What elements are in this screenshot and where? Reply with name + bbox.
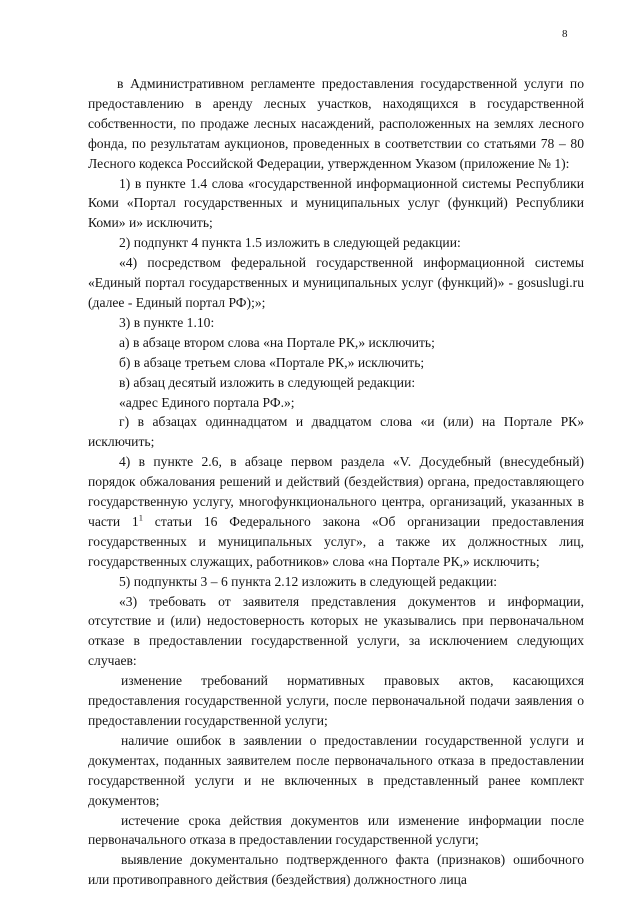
paragraph-item-3v: в) абзац десятый изложить в следующей редакции: <box>119 374 416 390</box>
paragraph-item-4-text-before: 4) в пункте 2.6, в абзаце первом раздела «V. Досудебный (внесудебный) порядок обжалования решений и действий (бездействия) органа, предоставляющего государственную услугу, многофункционального центра, организаций, указанных в части 1 <box>88 454 584 529</box>
paragraph-case-3: истечение срока действия документов или изменение информации после первоначального отказа в предоставлении государственной услуги; <box>88 812 584 848</box>
paragraph-case-1: изменение требований нормативных правовых актов, касающихся предоставления государственной услуги, после первоначальной подачи заявления о предоставлении государственной услуги; <box>88 673 584 728</box>
paragraph-case-4: выявление документально подтвержденного факта (признаков) ошибочного или противоправного действия (бездействия) должностного лица <box>88 852 584 888</box>
paragraph-item-4-text-after: статьи 16 Федерального закона «Об организации предоставления государственных и муниципальных услуг», а также их должностных лиц, государственных служащих, работников» слова «на Портале РК,» исключить; <box>88 513 584 569</box>
paragraph-item-3v-text: «адрес Единого портала РФ.»; <box>119 394 295 410</box>
paragraph-item-3b: б) в абзаце третьем слова «Портале РК,» исключить; <box>119 354 425 370</box>
paragraph-item-5-sub3: «3) требовать от заявителя представления документов и информации, отсутствие и (или) недостоверность которых не указывались при первоначальном отказе в предоставлении государственной услуги, за исключением следующих случаев: <box>88 593 584 669</box>
paragraph-item-2-text: «4) посредством федеральной государственной информационной системы «Единый портал государственных и муниципальных услуг (функций)» - gosuslugi.ru (далее - Единый портал РФ);»; <box>88 255 584 310</box>
paragraph-item-2: 2) подпункт 4 пункта 1.5 изложить в следующей редакции: <box>119 235 461 251</box>
page-number: 8 <box>562 28 568 40</box>
paragraph-intro: в Административном регламенте предоставления государственной услуги по предоставлению в аренду лесных участков, находящихся в государственной собственности, по продаже лесных насаждений, расположенных на землях лесного фонда, по результатам аукционов, проведенных в соответствии со статьями 78 – 80 Лесного кодекса Российской Федерации, утвержденном Указом (приложение № 1): <box>88 76 584 171</box>
paragraph-item-4 <box>88 452 584 571</box>
superscript-one: 1 <box>138 512 143 523</box>
paragraph-item-3a: а) в абзаце втором слова «на Портале РК,» исключить; <box>119 334 435 350</box>
paragraph-item-1: 1) в пункте 1.4 слова «государственной информационной системы Республики Коми «Портал государственных и муниципальных услуг (функций) Республики Коми» и» исключить; <box>88 175 584 231</box>
paragraph-item-5: 5) подпункты 3 – 6 пункта 2.12 изложить в следующей редакции: <box>119 573 498 589</box>
paragraph-case-2: наличие ошибок в заявлении о предоставлении государственной услуги и документах, поданных заявителем после первоначального отказа в предоставлении государственной услуги и не включенных в представленный ранее комплект документов; <box>88 732 584 808</box>
document-body <box>88 74 584 890</box>
paragraph-item-3g: г) в абзацах одиннадцатом и двадцатом слова «и (или) на Портале РК» исключить; <box>88 414 584 450</box>
paragraph-item-3: 3) в пункте 1.10: <box>119 314 215 330</box>
